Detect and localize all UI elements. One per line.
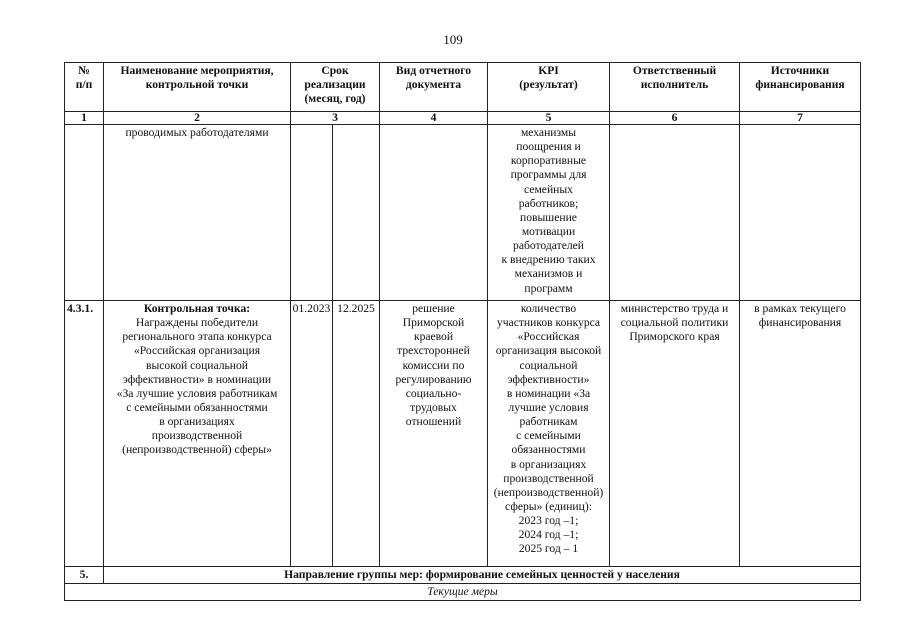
text-line: организация высокой [495,344,602,358]
direction-title: Направление группы мер: формирование семейных ценностей у населения [104,567,861,584]
text-line: реализации [304,78,366,92]
header-kpi [488,63,610,112]
text-line: Срок [321,64,349,77]
col-number: 2 [104,112,291,125]
cont-num [65,125,104,301]
header-num [65,63,104,112]
text-line: Ответственный [632,64,717,77]
cont-funding [740,125,861,301]
text-line: трудовых [410,400,457,414]
text-line: с семейными [516,429,581,443]
text-line: 2025 год – 1 [518,542,579,556]
text-line: эффективности» [507,372,590,386]
row-number: 5. [65,567,104,584]
column-numbers-row [65,112,861,125]
text-line: социальной политики [620,316,729,330]
text-line: эффективности» в номинации [122,372,272,386]
header-responsible [610,63,740,112]
text-line: Награждены победители [135,316,259,330]
text-line: производственной [151,429,243,443]
text-line: механизмов и [514,267,583,281]
current-measures-row [65,584,861,601]
text-line: сферы» (единиц): [505,499,592,513]
text-line: министерство труда и [620,302,729,315]
text-line: Приморского края [629,330,720,344]
text-line: документа [405,78,462,92]
text-line: 2024 год –1; [518,528,579,542]
col-number: 3 [291,112,380,125]
responsible-executor [610,301,740,567]
text-line: «За лучшие условия работникам [116,386,278,400]
text-line: финансирования [758,316,842,330]
report-document [380,301,488,567]
cont-end [333,125,380,301]
text-line: работников; [518,196,579,210]
text-line: корпоративные [510,154,587,168]
text-line: Источники [770,64,830,77]
text-line: регулированию [395,372,472,386]
text-line: программ [524,281,573,295]
header-funding [740,63,861,112]
start-date: 01.2023 [291,301,333,567]
text-line: решение [412,302,455,315]
text-line: п/п [75,78,93,92]
text-line: финансирования [755,78,845,92]
text-line: социальной [519,358,578,372]
text-line: механизмы [520,126,577,139]
text-line: регионального этапа конкурса [122,330,272,344]
page-number: 109 [443,32,463,47]
control-point-text [106,316,288,457]
text-line: комиссии по [402,358,465,372]
row-number: 4.3.1. [65,301,104,567]
text-line: в номинации «За [506,386,591,400]
funding-source [740,301,861,567]
text-line: количество [520,302,577,315]
cont-kpi [488,125,610,301]
text-line: социально- [405,386,462,400]
header-doc [380,63,488,112]
text-line: KPI [538,64,559,77]
text-line: (непроизводственной) [493,485,604,499]
measures-table [64,62,861,601]
text-line: № [78,64,90,77]
text-line: (непроизводственной) сферы» [122,443,272,457]
text-line: контрольной точки [145,78,249,92]
header-term [291,63,380,112]
end-date: 12.2025 [333,301,380,567]
text-line: в организациях [159,415,235,429]
text-line: семейных [524,182,573,196]
col-number: 7 [740,112,861,125]
text-line: отношений [405,415,462,429]
row-5 [65,567,861,584]
current-measures-label: Текущие меры [65,584,861,601]
text-line: повышение [520,210,577,224]
col-number: 4 [380,112,488,125]
text-line: 2023 год –1; [518,514,579,528]
text-line: Наименование мероприятия, [120,64,274,77]
text-line: в рамках текущего [754,302,846,315]
cont-responsible [610,125,740,301]
text-line: обязанностями [511,443,586,457]
text-line: трехсторонней [397,344,470,358]
kpi-result [488,301,610,567]
cont-name: проводимых работодателями [104,125,291,301]
text-line: Приморской [402,316,465,330]
header-name [104,63,291,112]
header-row [65,63,861,112]
text-line: с семейными обязанностями [126,400,268,414]
text-line: лучшие условия [508,400,589,414]
text-line: мотивации [521,224,576,238]
text-line: краевой [413,330,454,344]
text-line: «Российская [517,330,580,344]
col-number: 6 [610,112,740,125]
text-line: участников конкурса [496,316,601,330]
cont-doc [380,125,488,301]
row-4-3-1 [65,301,861,567]
text-line: производственной [503,471,594,485]
text-line: (результат) [519,78,578,92]
col-number: 1 [65,112,104,125]
text-line: исполнитель [640,78,709,92]
text-line: высокой социальной [145,358,249,372]
col-number: 5 [488,112,610,125]
text-line: Вид отчетного [395,64,472,77]
text-line: в организациях [510,457,587,471]
control-point-title: Контрольная точка: [143,302,251,315]
continued-row [65,125,861,301]
text-line: «Российская организация [133,344,261,358]
text-line: поощрения и [516,140,581,154]
cont-start [291,125,333,301]
text-line: (месяц, год) [304,92,366,106]
text-line: работодателей [513,239,584,253]
text-line: к внедрению таких [501,253,596,267]
measure-name [104,301,291,567]
text-line: работникам [519,415,578,429]
text-line: программы для [510,168,587,182]
